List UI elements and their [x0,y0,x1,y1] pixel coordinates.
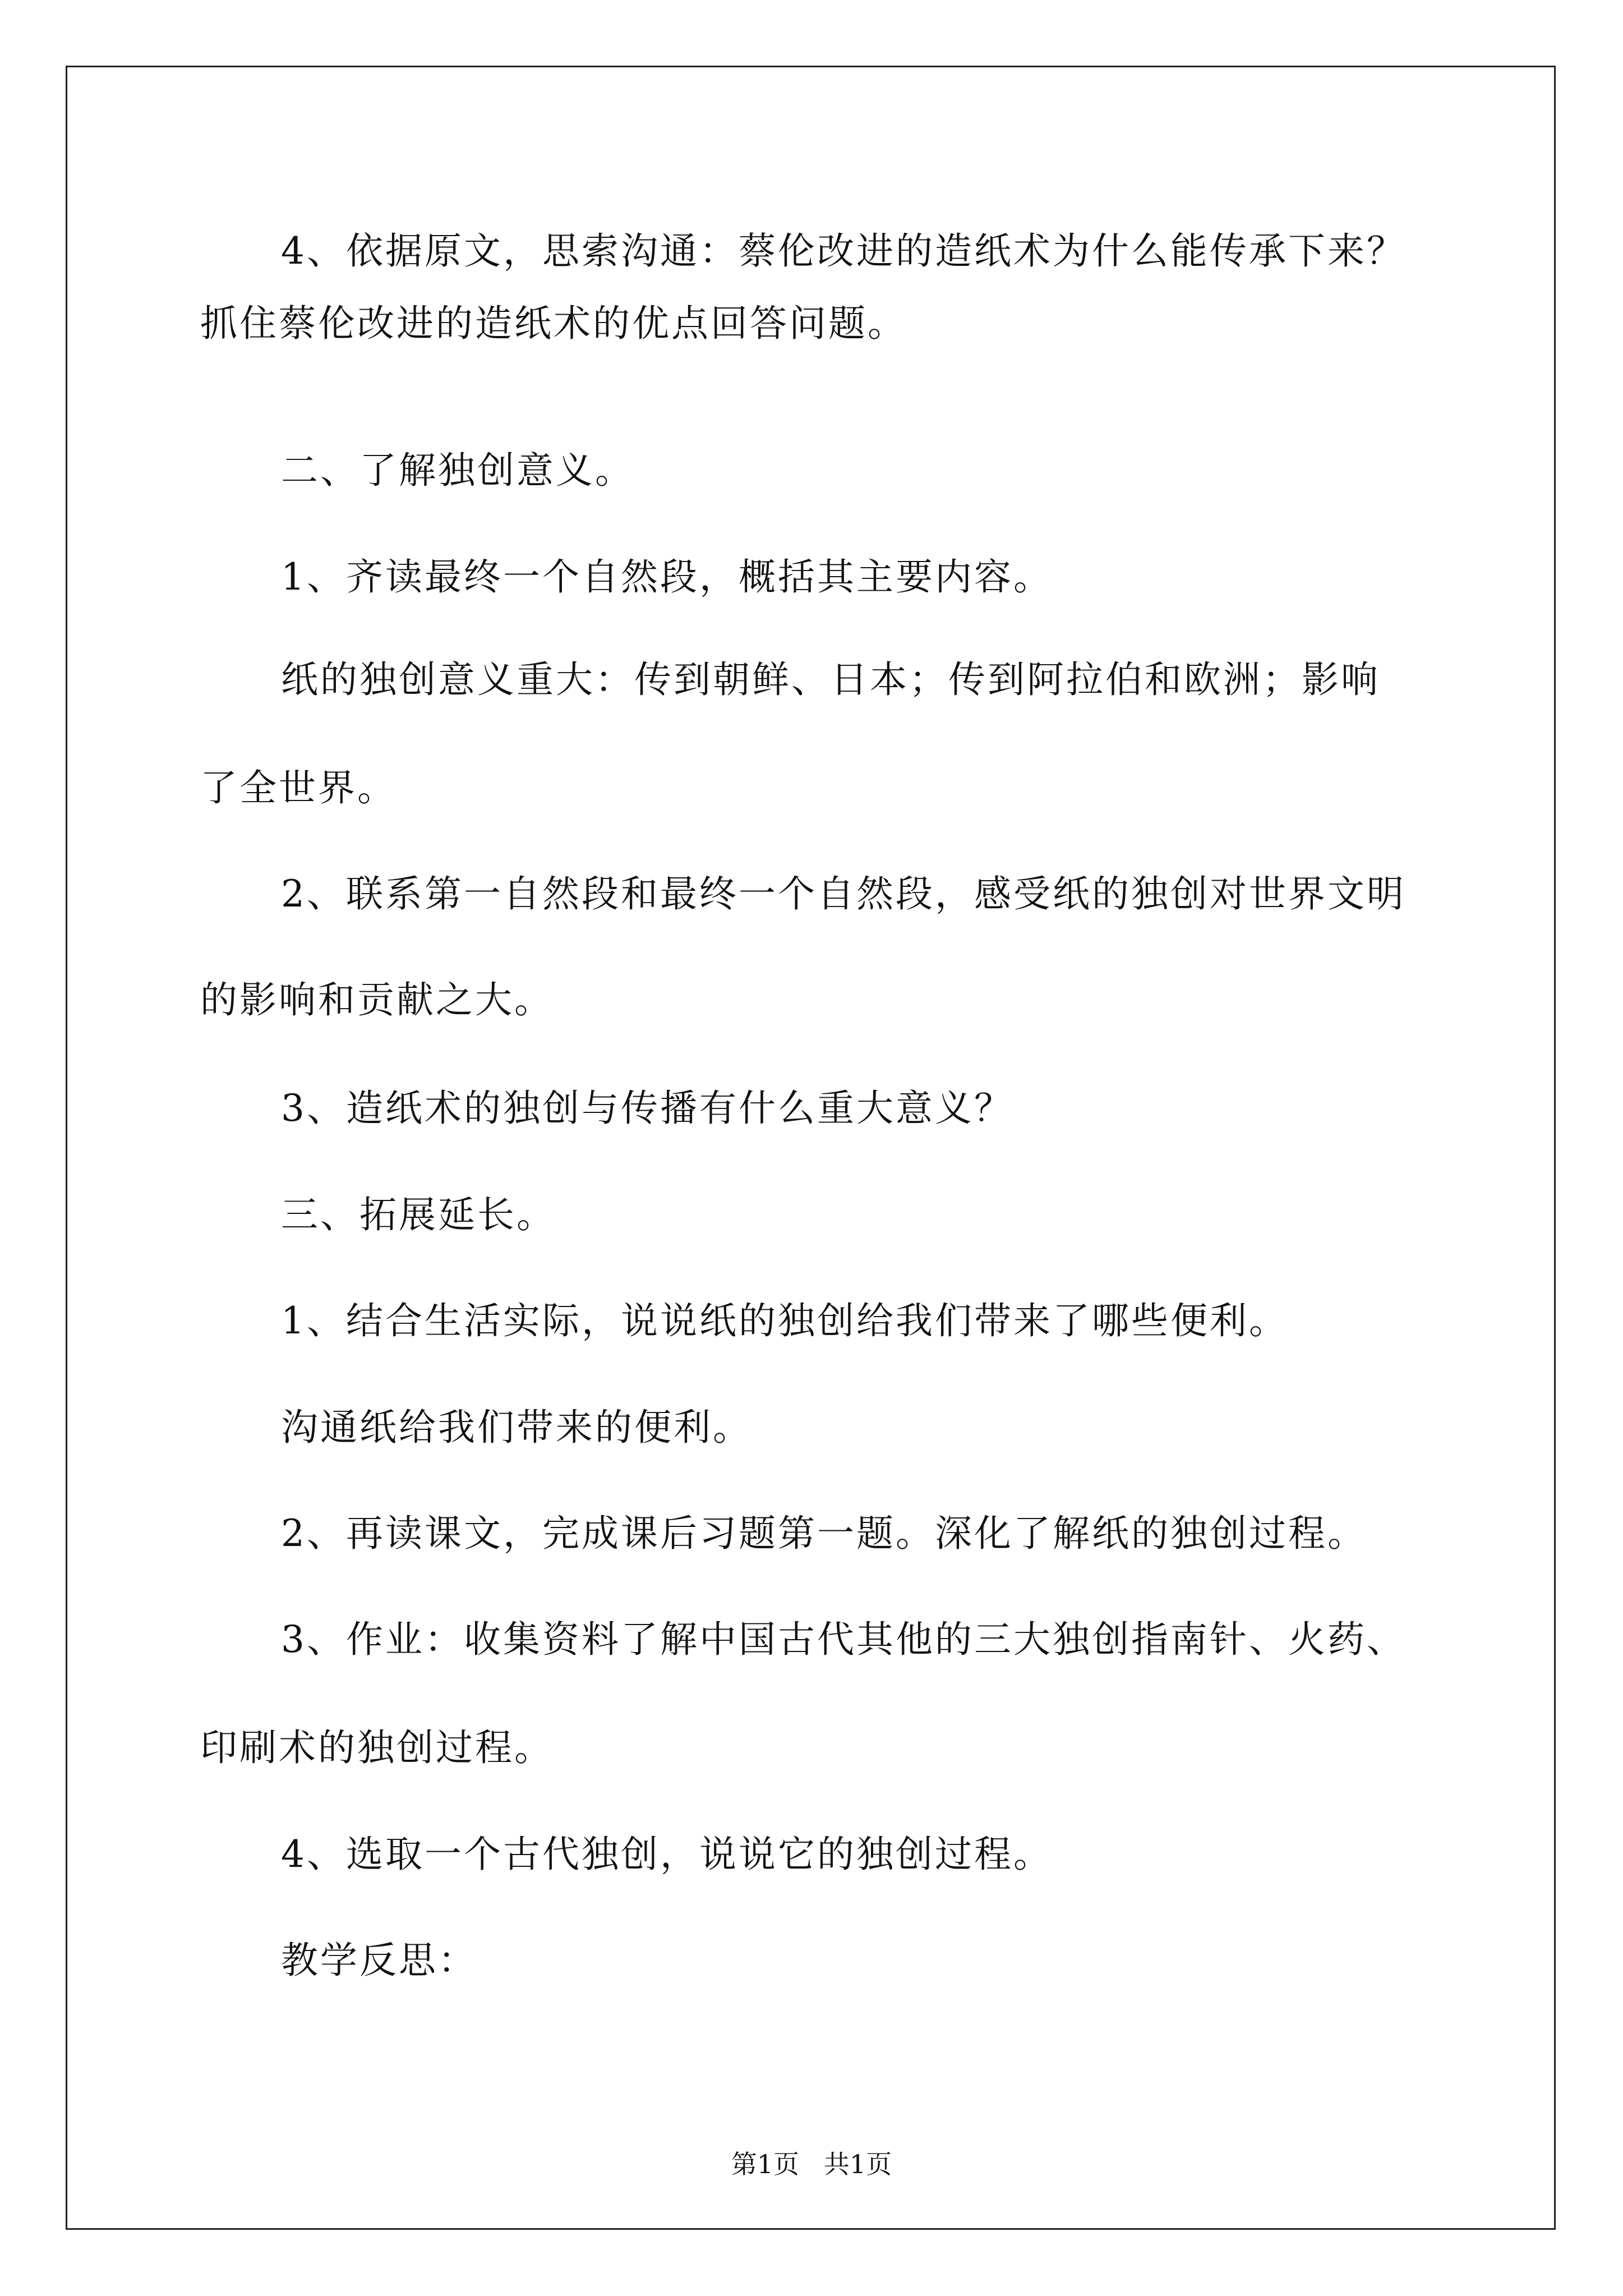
paragraph-line: 了全世界。 [200,766,396,809]
paragraph-line: 的影响和贡献之大。 [200,978,554,1022]
page-border [66,66,1556,2230]
paragraph-line: 抓住蔡伦改进的造纸术的优点回答问题。 [200,302,907,345]
paragraph-line: 3、作业：收集资料了解中国古代其他的三大独创指南针、火药、 [281,1618,1406,1661]
paragraph-line: 1、结合生活实际，说说纸的独创给我们带来了哪些便利。 [281,1299,1288,1342]
section-heading: 三、拓展延长。 [281,1193,556,1236]
paragraph-line: 沟通纸给我们带来的便利。 [281,1406,752,1449]
paragraph-line: 3、造纸术的独创与传播有什么重大意义？ [281,1087,1013,1130]
section-heading: 教学反思： [281,1939,477,1982]
paragraph-line: 纸的独创意义重大：传到朝鲜、日本；传到阿拉伯和欧洲；影响 [281,658,1380,701]
paragraph-line: 1、齐读最终一个自然段，概括其主要内容。 [281,555,1053,599]
paragraph-line: 2、联系第一自然段和最终一个自然段，感受纸的独创对世界文明 [281,872,1406,915]
section-heading: 二、了解独创意义。 [281,449,634,492]
page-number-footer: 第1页 共1页 [731,2149,892,2179]
paragraph-line: 2、再读课文，完成课后习题第一题。深化了解纸的独创过程。 [281,1512,1367,1555]
paragraph-line: 4、依据原文，思索沟通：蔡伦改进的造纸术为什么能传承下来？ [281,229,1406,273]
paragraph-line: 印刷术的独创过程。 [200,1726,554,1769]
paragraph-line: 4、选取一个古代独创，说说它的独创过程。 [281,1833,1053,1876]
